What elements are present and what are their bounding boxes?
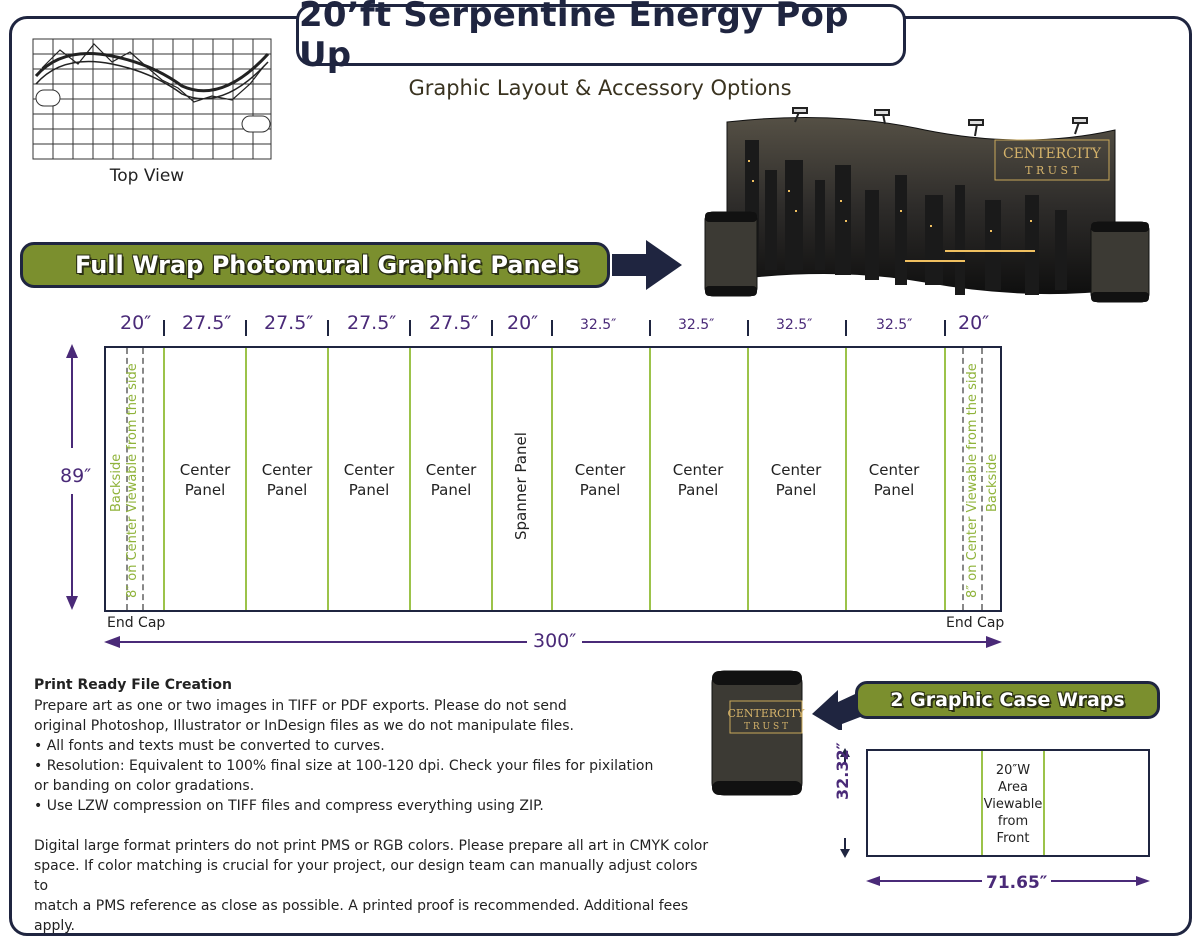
title-box (296, 0, 906, 75)
booth-brand-line2: T R U S T (1025, 164, 1079, 177)
panel-layout (104, 346, 1002, 612)
panel-width: 32.5″ (776, 317, 813, 333)
booth-brand-line1: CENTERCITY (1002, 146, 1102, 162)
color-note-line: match a PMS reference as close as possible. A printed proof is recommended. Additional fees (34, 898, 689, 914)
center-panel: Center Panel (770, 461, 822, 499)
color-note-line: Digital large format printers do not print PMS or RGB colors. Please prepare all art in CMYK color (34, 838, 709, 854)
case-wrap-layout (866, 749, 1150, 857)
svg-text:CENTERCITY: CENTERCITY (727, 707, 805, 720)
center-panel: Center Panel (425, 461, 477, 499)
center-panel: Center Panel (868, 461, 920, 499)
print-ready-line: Prepare art as one or two images in TIFF or PDF exports. Please do not send (34, 698, 567, 714)
print-ready-line: original Photoshop, Illustrator or InDesign files as we do not manipulate files. (34, 718, 574, 734)
viewable-label-left: 8″ on Center Viewable from the side (125, 363, 140, 598)
graphic-case-image (708, 665, 806, 800)
case-wraps-banner-text: 2 Graphic Case Wraps (890, 689, 1125, 711)
print-ready-line: • Use LZW compression on TIFF files and compress everything using ZIP. (34, 798, 544, 814)
panel-width: 20″ (958, 312, 990, 334)
panel-width: 32.5″ (876, 317, 913, 333)
color-note-line: space. If color matching is crucial for your project, our design team can manually adjust colors to (34, 858, 698, 894)
total-width-label: 300″ (527, 630, 582, 652)
backside-label-left: Backside (109, 453, 124, 512)
print-ready-title: Print Ready File Creation (34, 677, 232, 693)
print-ready-line: • All fonts and texts must be converted to curves. (34, 738, 385, 754)
color-note-line: apply. (34, 918, 75, 934)
center-panel: Center Panel (179, 461, 231, 499)
page-subtitle: Graphic Layout & Accessory Options (408, 76, 792, 100)
center-panel: Center Panel (343, 461, 395, 499)
case-wrap-front-area: 20″W Area Viewable from Front (981, 751, 1045, 855)
page-title: 20’ft Serpentine Energy Pop Up (299, 0, 849, 75)
center-panel: Center Panel (261, 461, 313, 499)
top-view-diagram (32, 38, 272, 160)
case-wraps-banner (855, 681, 1160, 719)
spanner-panel-label: Spanner Panel (512, 432, 530, 540)
case-width-label: 71.65″ (982, 873, 1051, 893)
arrow-right-icon (612, 238, 684, 292)
viewable-label-right: 8″ on Center Viewable from the side (965, 363, 980, 598)
center-panel: Center Panel (672, 461, 724, 499)
print-ready-line: • Resolution: Equivalent to 100% final size at 100-120 dpi. Check your files for pixilation (34, 758, 654, 774)
center-panel: Center Panel (574, 461, 626, 499)
end-cap-left: End Cap (107, 615, 166, 631)
panel-width: 20″ (120, 312, 152, 334)
panel-width: 32.5″ (678, 317, 715, 333)
photomural-banner-text: Full Wrap Photomural Graphic Panels (75, 251, 580, 279)
panel-height-label: 89″ (60, 465, 92, 487)
panel-width: 27.5″ (429, 312, 479, 334)
svg-text:T R U S T: T R U S T (744, 722, 788, 732)
booth-image (695, 100, 1165, 305)
end-cap-right: End Cap (946, 615, 1005, 631)
panel-widths-row (0, 312, 1203, 338)
print-ready-body (34, 696, 714, 936)
panel-width: 32.5″ (580, 317, 617, 333)
print-ready-line: or banding on color gradations. (34, 778, 255, 794)
case-height-label: 32.32″ (833, 742, 852, 800)
panel-width: 27.5″ (264, 312, 314, 334)
top-view-label: Top View (109, 166, 185, 186)
backside-label-right: Backside (985, 453, 1000, 512)
panel-width: 20″ (507, 312, 539, 334)
panel-width: 27.5″ (347, 312, 397, 334)
photomural-banner (20, 242, 610, 288)
panel-width: 27.5″ (182, 312, 232, 334)
